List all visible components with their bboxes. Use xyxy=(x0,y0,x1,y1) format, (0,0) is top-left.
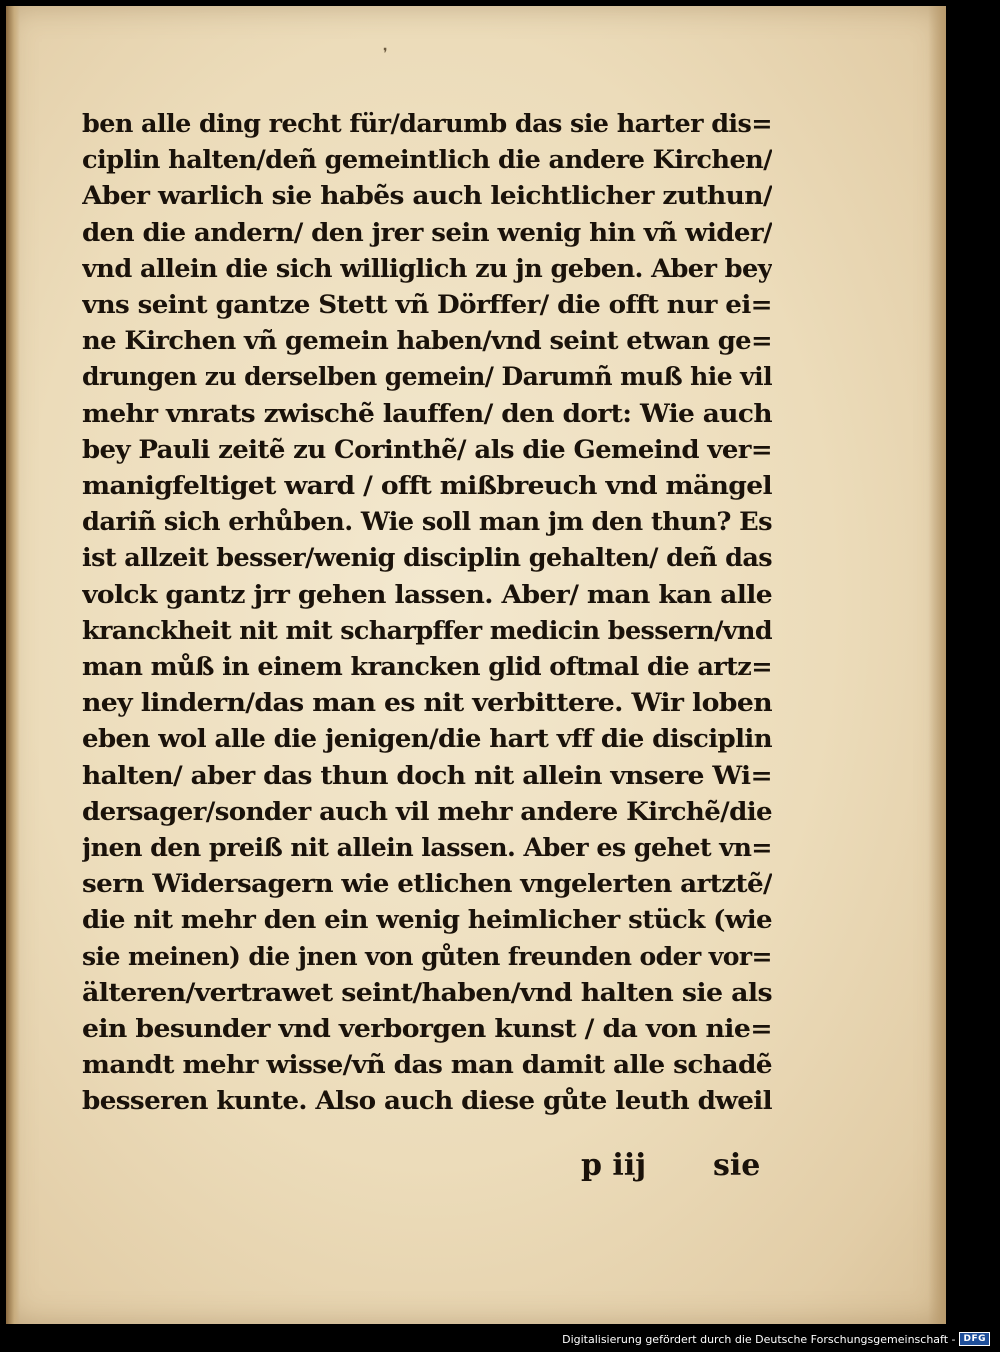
text-line: älteren/vertrawet seint/haben/vnd halten sie als xyxy=(82,977,772,1008)
dfg-logo: DFG xyxy=(959,1332,990,1346)
text-line: kranckheit nit mit scharpffer medicin bessern/vnd xyxy=(82,615,772,646)
text-line: ne Kirchen vñ gemein haben/vnd seint etwan ge= xyxy=(82,326,772,357)
signature-mark: p iij xyxy=(581,1148,647,1183)
text-line: ben alle ding recht für/darumb das sie harter dis= xyxy=(82,109,772,139)
text-line: drungen zu derselben gemein/ Darumñ muß hie vil xyxy=(82,362,772,393)
digitization-footer xyxy=(562,1330,990,1348)
page-binding-edge xyxy=(6,6,20,1324)
funding-credit: Digitalisierung gefördert durch die Deutsche Forschungsgemeinschaft - xyxy=(562,1332,956,1346)
catchword: sie xyxy=(713,1148,761,1183)
text-line: dersager/sonder auch vil mehr andere Kirchẽ/die xyxy=(82,796,772,827)
text-line: vnd allein die sich williglich zu jn geben. Aber bey xyxy=(82,253,772,284)
text-line: besseren kunte. Also auch diese gůte leuth dweil xyxy=(82,1086,772,1117)
page-outer-edge xyxy=(928,6,946,1324)
text-line: jnen den preiß nit allein lassen. Aber es gehet vn= xyxy=(82,833,772,864)
text-line: ein besunder vnd verborgen kunst / da von nie= xyxy=(82,1014,772,1045)
text-line: dariñ sich erhůben. Wie soll man jm den thun? Es xyxy=(82,507,772,538)
text-line: ist allzeit besser/wenig disciplin gehalten/ deñ das xyxy=(82,543,772,574)
text-line: ciplin halten/deñ gemeintlich die andere Kirchen/ xyxy=(82,145,772,176)
text-line: ney lindern/das man es nit verbittere. Wir loben xyxy=(82,688,772,719)
text-line: bey Pauli zeitẽ zu Corinthẽ/ als die Gemeind ver= xyxy=(82,434,772,465)
text-line: den die andern/ den jrer sein wenig hin vñ wider/ xyxy=(82,217,772,248)
text-line: halten/ aber das thun doch nit allein vnsere Wi= xyxy=(82,760,772,791)
text-line: man můß in einem krancken glid oftmal die artz= xyxy=(82,652,772,683)
text-line: mandt mehr wisse/vñ das man damit alle schadẽ xyxy=(82,1050,772,1081)
text-line: Aber warlich sie habẽs auch leichtlicher zuthun/ xyxy=(82,181,772,212)
page-text-block xyxy=(82,106,772,1120)
paper-speck: ❜ xyxy=(383,46,388,62)
text-line: vns seint gantze Stett vñ Dörffer/ die offt nur ei= xyxy=(82,290,772,321)
text-line: sie meinen) die jnen von gůten freunden oder vor= xyxy=(82,941,772,972)
text-line: die nit mehr den ein wenig heimlicher stück (wie xyxy=(82,905,772,936)
text-line: mehr vnrats zwischẽ lauffen/ den dort: Wie auch xyxy=(82,398,772,429)
text-line: manigfeltiget ward / offt mißbreuch vnd mängel xyxy=(82,471,772,502)
text-line: volck gantz jrr gehen lassen. Aber/ man kan alle xyxy=(82,579,772,610)
book-page-scan xyxy=(6,6,946,1324)
text-line: sern Widersagern wie etlichen vngelerten artztẽ/ xyxy=(82,869,772,900)
text-line: eben wol alle die jenigen/die hart vff die disciplin xyxy=(82,724,772,755)
